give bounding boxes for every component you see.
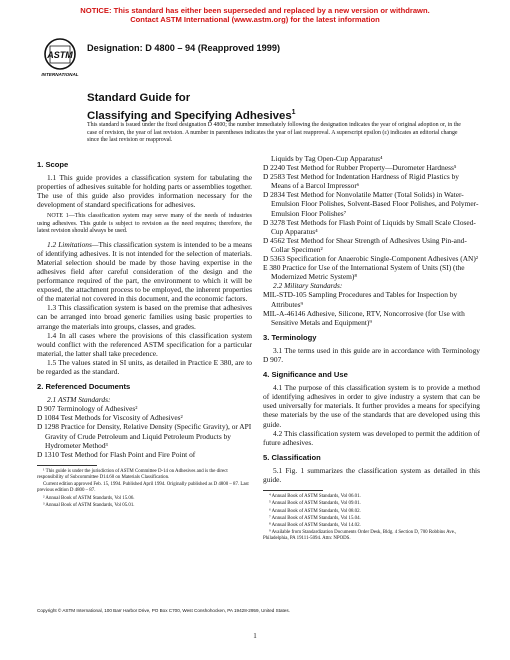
note-1: NOTE 1—This classification system may serve many of the needs of industries using adhesives. This guide is subject to revision as the need requires; therefore, the latest revision should always be used. — [37, 213, 252, 235]
classification-heading: 5. Classification — [263, 452, 321, 462]
para-1-2-text: This classification system is intended to be a means of identifying adhesives. It is not intended for the selection of materials. Material selection should be made by those having expertise in the adhesives field after careful consideration of the design and the performance required of the part, the environment to which it will be exposed, the attachment process to be employed, the inherent properties of the material not covered in this document, and the economic factors. — [37, 239, 252, 304]
footnote: ⁵ Annual Book of ASTM Standards, Vol 09.01. — [269, 501, 361, 507]
notice-line-1: NOTICE: This standard has either been superseded and replaced by a new version or withdrawn. — [80, 6, 430, 15]
scope-heading: 1. Scope — [37, 160, 69, 169]
footnote-divider — [37, 465, 97, 466]
title-footnote-mark: 1 — [291, 108, 296, 116]
page-number: 1 — [253, 632, 257, 640]
footnote: ⁸ Annual Book of ASTM Standards, Vol 14.02. — [269, 522, 361, 528]
reference-item: E 380 Practice for Use of the International System of Units (SI) (the Modernized Metric System)⁸ — [263, 263, 465, 282]
military-standards-label: 2.2 Military Standards: — [273, 281, 343, 291]
footnote: ⁷ Annual Book of ASTM Standards, Vol 15.04. — [269, 515, 361, 521]
reference-item: D 1298 Practice for Density, Relative Density (Specific Gravity), or API Gravity of Crude Petroleum and Liquid Petroleum Products by Hydrometer Method³ — [37, 422, 252, 450]
para-4-1: 4.1 The purpose of this classification system is to provide a method of identifying adhesives in order to give industry a system that can be used universally for materials. It further provides a means for specifying these materials by the use of the standards that are developed using this guide. — [263, 383, 480, 429]
reference-item: D 5363 Specification for Anaerobic Single-Component Adhesives (AN)² — [263, 254, 479, 264]
para-1-2 — [37, 240, 252, 304]
reference-item: D 3278 Test Methods for Flash Point of Liquids by Small Scale Closed-Cup Apparatus⁴ — [263, 217, 476, 236]
footnote: ² Annual Book of ASTM Standards, Vol 15.06. — [43, 495, 135, 501]
footnote-divider — [263, 490, 323, 491]
para-1-5: 1.5 The values stated in SI units, as detailed in Practice E 380, are to be regarded as the standard. — [37, 357, 252, 376]
footnote: ⁶ Annual Book of ASTM Standards, Vol 08.02. — [269, 508, 361, 514]
para-4-2: 4.2 This classification system was developed to permit the addition of future adhesives. — [263, 428, 480, 447]
withdrawn-notice — [0, 6, 510, 25]
para-3-1: 3.1 The terms used in this guide are in accordance with Terminology D 907. — [263, 345, 480, 364]
document-title — [87, 92, 296, 123]
footnote: ¹ This guide is under the jurisdiction of ASTM Committee D-14 on Adhesives and is the direct responsibility of Subcommittee D14.60 on Materials Classification. — [37, 468, 228, 481]
reference-item: D 4562 Test Method for Shear Strength of Adhesives Using Pin-and-Collar Specimen² — [263, 235, 467, 254]
reference-item: MIL-STD-105 Sampling Procedures and Tables for Inspection by Attributes⁹ — [263, 290, 458, 309]
terminology-heading: 3. Terminology — [263, 332, 317, 342]
reference-item: D 1310 Test Method for Flash Point and Fire Point of — [37, 449, 196, 459]
significance-heading: 4. Significance and Use — [263, 370, 348, 380]
reference-item: MIL-A-46146 Adhesive, Silicone, RTV, Noncorrosive (for Use with Sensitive Metals and Equipment)⁹ — [263, 308, 465, 327]
astm-logo-icon — [40, 36, 80, 78]
left-footnotes — [37, 469, 252, 509]
astm-standards-label: 2.1 ASTM Standards: — [47, 395, 111, 405]
designation: Designation: D 4800 – 94 (Reapproved 1999) — [87, 43, 281, 53]
para-1-3: 1.3 This classification system is based on the premise that adhesives can be arranged into broad generic families using basic properties to arrange the materials into groups, classes, and grades. — [37, 303, 252, 331]
title-line-1: Standard Guide for — [87, 92, 191, 104]
notice-line-2: Contact ASTM International (www.astm.org) for the latest information — [130, 15, 380, 25]
left-column — [37, 154, 252, 510]
issuance-note: This standard is issued under the fixed designation D 4800; the number immediately following the designation indicates the year of original adoption or, in the case of revision, the year of last revision. A number in parentheses indicates the year of last reapproval. A superscript epsilon (ε) indicates an editorial change since the last revision or reapproval. — [87, 122, 461, 143]
footnote: ⁴ Annual Book of ASTM Standards, Vol 06.01. — [269, 494, 361, 500]
logo-subtext: INTERNATIONAL — [41, 72, 79, 77]
footnote: Current edition approved Feb. 15, 1994. Published April 1994. Originally published as D 4800 – 87. Last previous edition D 4800 – 87. — [37, 482, 249, 494]
reference-continuation: Liquids by Tag Open-Cup Apparatus⁴ — [271, 154, 383, 163]
right-footnotes — [263, 494, 480, 542]
para-5-1: 5.1 Fig. 1 summarizes the classification system as detailed in this guide. — [263, 465, 480, 484]
title-line-2: Classifying and Specifying Adhesives — [87, 109, 292, 122]
para-1-2-label: 1.2 Limitations— — [47, 239, 99, 249]
logo-text: ASTM — [47, 50, 73, 60]
copyright-line: Copyright © ASTM International, 100 Barr Harbor Drive, PO Box C700, West Conshohocken, PA 19428-2959, United States. — [37, 608, 290, 613]
reference-item: D 2834 Test Method for Nonvolatile Matter (Total Solids) in Water-Emulsion Floor Polishes, Solvent-Based Floor Polishes, and Polymer-Emulsion Floor Polishes⁷ — [263, 190, 479, 218]
reference-item: D 2240 Test Method for Rubber Property—Durometer Hardness⁵ — [263, 163, 457, 173]
footnote: ⁹ Available from Standardization Documents Order Desk, Bldg. 4 Section D, 700 Robbins Ave., Philadelphia, PA 19111-5094. Attn: NPODS. — [263, 530, 457, 542]
para-1-1: 1.1 This guide provides a classification system for tabulating the properties of adhesives suitable for holding parts or assemblies together. The use of this guide also provides information necessary for the development of standard specifications for adhesives. — [37, 173, 252, 210]
reference-item: D 907 Terminology of Adhesives² — [37, 404, 138, 414]
reference-item: D 1084 Test Methods for Viscosity of Adhesives² — [37, 413, 183, 423]
para-1-4: 1.4 In all cases where the provisions of this classification system would conflict with the referenced ASTM specification for a particular material, the latter shall take precedence. — [37, 330, 252, 358]
footnote: ³ Annual Book of ASTM Standards, Vol 05.01. — [43, 502, 135, 508]
right-column — [263, 154, 480, 544]
referenced-documents-heading: 2. Referenced Documents — [37, 382, 131, 392]
reference-item: D 2583 Test Method for Indentation Hardness of Rigid Plastics by Means of a Barcol Impressor⁶ — [263, 172, 459, 191]
